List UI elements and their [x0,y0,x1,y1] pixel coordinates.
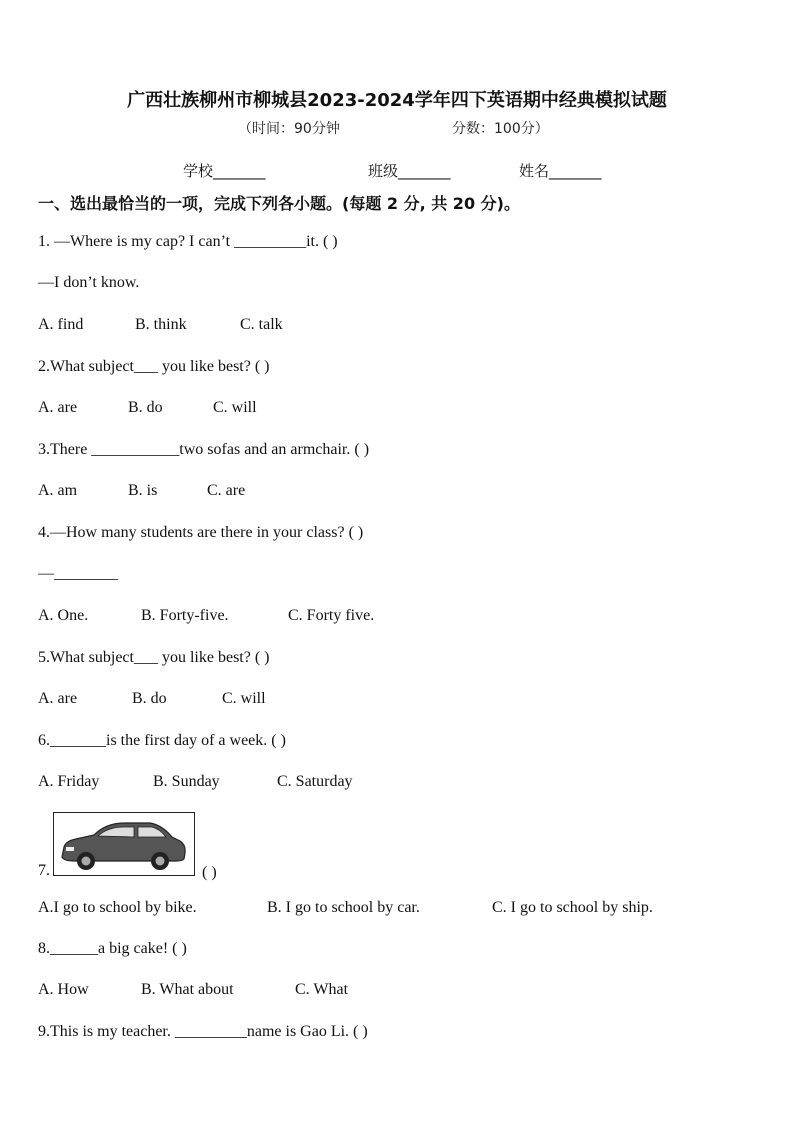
question-7-answer-paren: ( ) [202,864,217,881]
question-6: 6._______is the first day of a week. ( ) [38,732,286,749]
q2-option-c: C. will [213,399,257,416]
q6-option-b: B. Sunday [153,773,220,790]
question-4-reply: —________ [38,565,118,582]
question-3: 3.There ___________two sofas and an armchair. ( ) [38,441,370,458]
exam-time: （时间：90分钟 [238,121,340,137]
name-field: 姓名_______ [519,162,602,180]
question-7-number: 7. [38,862,50,879]
question-8: 8.______a big cake! ( ) [38,940,187,957]
q5-option-b: B. do [132,690,167,707]
q2-option-b: B. do [128,399,163,416]
q4-option-a: A. One. [38,607,89,624]
question-5: 5.What subject___ you like best? ( ) [38,649,270,666]
q8-option-c: C. What [295,981,349,998]
q3-option-b: B. is [128,482,158,499]
q2-option-a: A. are [38,399,78,416]
question-1: 1. —Where is my cap? I can’t _________it. ( ) [38,233,338,250]
q1-option-b: B. think [135,316,187,333]
q7-option-c: C. I go to school by ship. [492,899,653,916]
q6-option-c: C. Saturday [277,773,353,790]
school-field: 学校_______ [183,162,266,180]
car-picture-icon [53,812,195,876]
q7-option-a: A.I go to school by bike. [38,899,197,916]
q3-option-a: A. am [38,482,78,499]
q8-option-a: A. How [38,981,89,998]
page-title: 广西壮族柳州市柳城县2023-2024学年四下英语期中经典模拟试题 [127,90,667,111]
question-4: 4.—How many students are there in your class? ( ) [38,524,364,541]
section-heading: 一、选出最恰当的一项，完成下列各小题。(每题 2 分, 共 20 分)。 [38,194,520,213]
question-1-reply: —I don’t know. [38,274,140,291]
q5-option-c: C. will [222,690,266,707]
q5-option-a: A. are [38,690,78,707]
class-field: 班级_______ [368,162,451,180]
q3-option-c: C. are [207,482,246,499]
q1-option-a: A. find [38,316,84,333]
q8-option-b: B. What about [141,981,234,998]
question-2: 2.What subject___ you like best? ( ) [38,358,270,375]
q7-option-b: B. I go to school by car. [267,899,420,916]
q4-option-c: C. Forty five. [288,607,375,624]
car-icon [54,813,194,875]
q1-option-c: C. talk [240,316,283,333]
question-9: 9.This is my teacher. _________name is Gao Li. ( ) [38,1023,368,1040]
q6-option-a: A. Friday [38,773,100,790]
q4-option-b: B. Forty-five. [141,607,229,624]
exam-score: 分数：100分） [452,121,549,137]
